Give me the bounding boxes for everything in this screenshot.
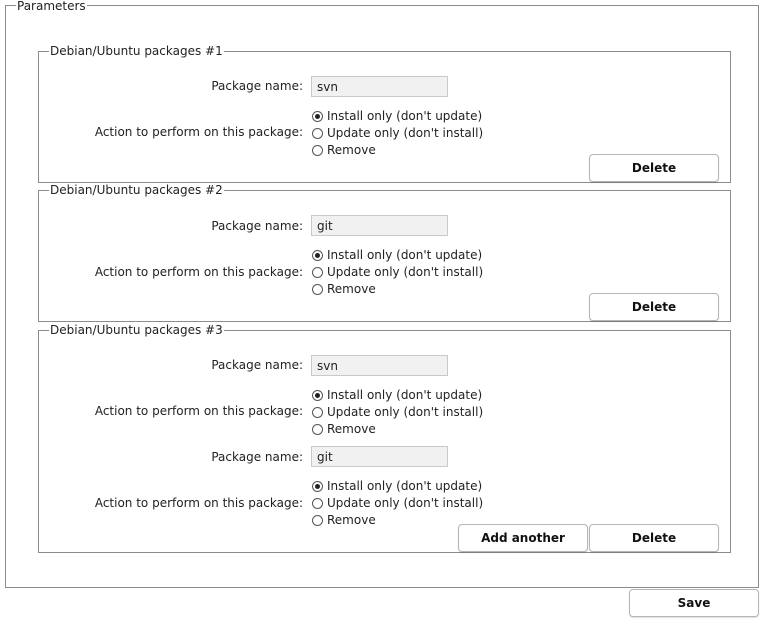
radio-remove-label: Remove [327, 143, 376, 157]
package-group-1-legend: Debian/Ubuntu packages #1 [50, 44, 223, 58]
delete-button[interactable]: Delete [589, 524, 719, 552]
radio-button[interactable] [312, 267, 323, 278]
radio-remove[interactable] [312, 421, 376, 437]
radio-button[interactable] [312, 407, 323, 418]
package-name-label: Package name: [211, 358, 303, 372]
radio-install-label: Install only (don't update) [327, 248, 483, 262]
radio-update[interactable] [312, 404, 483, 420]
radio-remove-label: Remove [327, 422, 376, 436]
add-another-button[interactable]: Add another [458, 524, 588, 552]
package-name-input[interactable] [311, 76, 448, 97]
radio-button[interactable] [312, 498, 323, 509]
radio-update[interactable] [312, 264, 483, 280]
radio-install[interactable] [312, 478, 482, 494]
package-group-3-legend: Debian/Ubuntu packages #3 [50, 323, 223, 337]
radio-remove-label: Remove [327, 513, 376, 527]
package-name-label: Package name: [211, 219, 303, 233]
radio-button-checked[interactable] [312, 390, 323, 401]
delete-button[interactable]: Delete [589, 154, 719, 182]
package-name-input[interactable] [311, 215, 448, 236]
radio-button-checked[interactable] [312, 481, 323, 492]
radio-update-label: Update only (don't install) [327, 126, 484, 140]
package-name-input[interactable] [311, 355, 448, 376]
radio-remove[interactable] [312, 142, 376, 158]
action-label: Action to perform on this package: [94, 404, 303, 418]
radio-install[interactable] [312, 247, 482, 263]
package-name-label: Package name: [211, 79, 303, 93]
radio-remove[interactable] [312, 281, 376, 297]
radio-button[interactable] [312, 128, 323, 139]
radio-install[interactable] [312, 387, 482, 403]
radio-install-label: Install only (don't update) [327, 109, 483, 123]
package-name-input[interactable] [311, 446, 448, 467]
radio-update-label: Update only (don't install) [327, 405, 484, 419]
delete-button[interactable]: Delete [589, 293, 719, 321]
radio-install[interactable] [312, 108, 482, 124]
radio-update[interactable] [312, 125, 483, 141]
radio-button-checked[interactable] [312, 111, 323, 122]
radio-button[interactable] [312, 515, 323, 526]
radio-update[interactable] [312, 495, 483, 511]
package-group-2-legend: Debian/Ubuntu packages #2 [50, 183, 223, 197]
action-label: Action to perform on this package: [94, 496, 303, 510]
action-label: Action to perform on this package: [94, 265, 303, 279]
radio-update-label: Update only (don't install) [327, 496, 484, 510]
radio-install-label: Install only (don't update) [327, 479, 483, 493]
action-label: Action to perform on this package: [94, 125, 303, 139]
radio-button[interactable] [312, 284, 323, 295]
radio-update-label: Update only (don't install) [327, 265, 484, 279]
radio-install-label: Install only (don't update) [327, 388, 483, 402]
radio-button[interactable] [312, 424, 323, 435]
radio-remove[interactable] [312, 512, 376, 528]
radio-button-checked[interactable] [312, 250, 323, 261]
parameters-legend: Parameters [17, 0, 86, 13]
radio-button[interactable] [312, 145, 323, 156]
save-button[interactable]: Save [629, 589, 759, 617]
radio-remove-label: Remove [327, 282, 376, 296]
package-name-label: Package name: [211, 450, 303, 464]
